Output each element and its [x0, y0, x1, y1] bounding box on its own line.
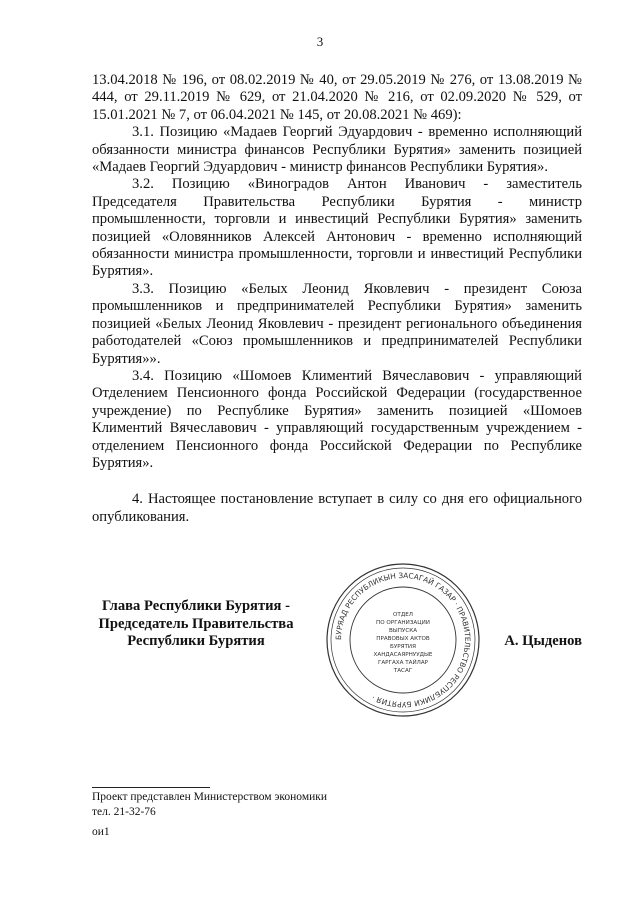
signatory-name: А. Цыденов	[504, 633, 582, 649]
document-body	[92, 72, 582, 526]
stamp-line: ОТДЕЛ	[393, 612, 413, 618]
stamp-line: ВЫПУСКА	[388, 628, 418, 634]
footnote-phone: тел. 21-32-76	[92, 805, 156, 818]
document-code: ои1	[92, 826, 110, 838]
signature-title-line: Председатель Правительства	[98, 615, 294, 632]
footnote-divider	[92, 787, 210, 788]
stamp-line: ПРАВОВЫХ АКТОВ	[376, 636, 430, 642]
stamp-line: ХАНДАСАЯРНУУДЫЕ	[373, 652, 433, 658]
official-seal-stamp	[323, 560, 483, 720]
paragraph-4: 4. Настоящее постановление вступает в силу со дня его официального опубликования.	[92, 491, 582, 525]
paragraph-3-2: 3.2. Позицию «Виноградов Антон Иванович - заместитель Председателя Правительства Республики Бурятия - министр промышленности, торговли и инвестиций Республики Бурятия» заменить позицией «Оловянников Алексей Антонович - временно исполняющий обязанности министра промышленности, торговли и инвестиций Республики Бурятия».	[92, 176, 582, 280]
stamp-line: ТАСАГ	[393, 668, 413, 674]
footnote-line: Проект представлен Министерством экономики	[92, 791, 328, 803]
signature-title-line: Республики Бурятия	[127, 633, 265, 650]
stamp-ring-text: БУРЯАД РЕСПУБЛИКЫН ЗАСАГАЙ ГАЗАР · ПРАВИТЕЛЬСТВО РЕСПУБЛИКИ БУРЯТИЯ ·	[333, 570, 473, 710]
signature-title-line: Глава Республики Бурятия -	[102, 598, 290, 614]
stamp-line: ГАРГАХА ТАЙЛАР	[377, 660, 429, 666]
signature-title	[92, 598, 300, 651]
paragraph-3-1: 3.1. Позицию «Мадаев Георгий Эдуардович - временно исполняющий обязанности министра финансов Республики Бурятия» заменить позицией «Мадаев Георгий Эдуардович - министр финансов Республики Бурятия».	[92, 124, 582, 176]
paragraph-3-3: 3.3. Позицию «Белых Леонид Яковлевич - президент Союза промышленников и предпринимателей Республики Бурятия» заменить позицией «Белых Леонид Яковлевич - президент регионального объединения работодателей «Союз промышленников и предпринимателей Республики Бурятия»».	[92, 280, 582, 367]
paragraph-intro: 13.04.2018 № 196, от 08.02.2019 № 40, от 29.05.2019 № 276, от 13.08.2019 № 444, от 29.11.2019 № 629, от 21.04.2020 № 216, от 02.09.2020 № 529, от 15.01.2021 № 7, от 06.04.2021 № 145, от 20.08.2021 № 469):	[92, 72, 582, 123]
page-number: 3	[316, 34, 324, 49]
stamp-line: БУРЯТИЯ	[390, 644, 416, 650]
stamp-line: ПО ОРГАНИЗАЦИИ	[376, 620, 430, 626]
footnote	[92, 790, 327, 819]
paragraph-3-4: 3.4. Позицию «Шомоев Климентий Вячеславович - управляющий Отделением Пенсионного фонда Российской Федерации (государственное учреждение) по Республике Бурятия» заменить позицией «Шомоев Климентий Вячеславович - управляющий государственным учреждением - отделением Пенсионного фонда Российской Федерации по Республике Бурятия».	[92, 367, 582, 471]
